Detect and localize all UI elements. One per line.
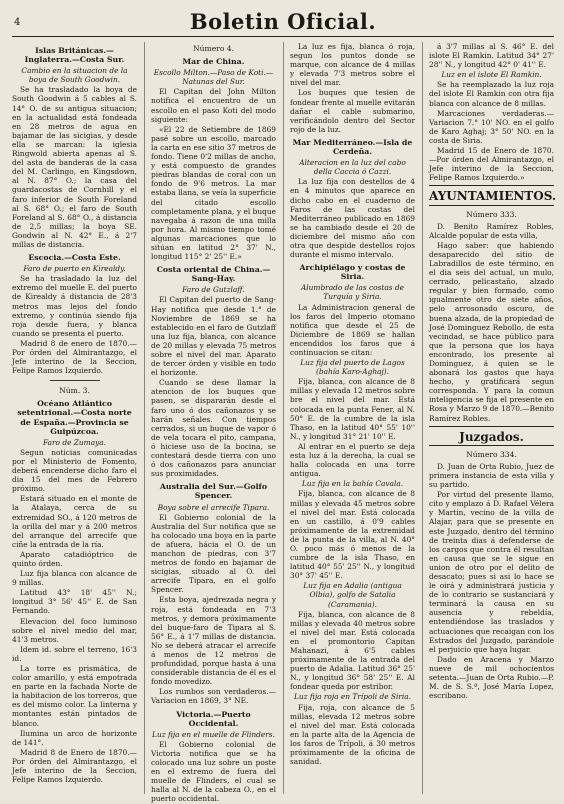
subheading: Escollo Milton.—Paso de Koti.—Natunas del Sur. bbox=[153, 68, 274, 87]
masthead bbox=[12, 6, 554, 37]
paragraph: Idem id. sobre el terreno, 16'3 id. bbox=[12, 644, 137, 663]
paragraph: Cuando se dese llamar la atencion de los buques que pasen, se dispararán desde el faro uno ó dos cañonazos y se harán señales. Con tiempos cerrados, si un buque de vapor ó de vela tocara el pito, campana, ó hiciese uso de la bocina, se contestará desde tierra con uno ó dos cañonazos para anunciar sus proximidades. bbox=[151, 378, 276, 479]
paragraph: La Administracion general de los faros del Imperio otomano notifica que desde el 25 de Diciembre de 1869 se hallan encendidos los faros que á continuacion se citan: bbox=[290, 302, 415, 357]
subheading: Boya sobre el arrecife Tipara. bbox=[157, 502, 270, 512]
section-heading: Costa oriental de China.—Sang-Hay. bbox=[156, 265, 271, 284]
paragraph: Luz fija blanca con alcance de 9 millas. bbox=[12, 569, 137, 588]
paragraph: Latitud 43° 18' 45'' N.; longitud 3° 56' 45'' E. de San Fernando. bbox=[12, 588, 137, 616]
paragraph: Madrid 8 de Enero de 1870.—Por órden del Almirantazgo, el Jefe interino de la Seccion, Felipe Ramos Izquierdo. bbox=[12, 747, 137, 785]
paragraph: Aparato catadióptrico de quinto órden. bbox=[12, 549, 137, 568]
column-4 bbox=[422, 42, 557, 794]
divider bbox=[429, 445, 554, 446]
subheading: Luz fija del puerto de Lagos (bahía Karo-Aghaj). bbox=[300, 358, 405, 377]
paragraph: Marcaciones verdaderas.—Variacion 7.° 10' NO. en el golfo de Karo Aghaj; 3° 50' NO. en la costa de Siria. bbox=[429, 108, 554, 145]
paragraph: Fija, blanca, con alcance de 8 millas y elevada 40 metros sobre el nivel del mar. Está colocada en el promontorio Capitan Mahanazi, á 6'5 cables próximamente de la entrada del puerto de Adalia. Latitud 36° 25' N., y longitud 36° 58' 25'' E. Al fondear queda por estribor. bbox=[290, 609, 415, 692]
notice-number: Número 334. bbox=[466, 449, 517, 459]
section-heading: Escocia.—Costa Este. bbox=[28, 253, 121, 263]
paragraph: Dado en Aracena y Marzo nueve de mil ochocientos setenta.—Juan de Orta Rubio.—P. M. de S. S.ª, José María Lopez, escribano. bbox=[429, 654, 554, 701]
section-heading: Australia del Sur.—Golfo Spencer. bbox=[159, 482, 268, 501]
paragraph: á 3'7 millas al S. 46° E. del islote El Ramkin. Latitud 34° 27' 28'' N., y longitud 42° 0' 41'' E. bbox=[429, 42, 554, 70]
divider bbox=[429, 426, 554, 427]
paragraph: La luz fija con destellos de 4 en 4 minutos que aparece en dicho cabo en el cuaderno de Faros de las costas del Mediterráneo publicado en 1869 se ha cambiado desde el 20 de diciembre del mismo año con otra que despide destellos rojos durante el mismo intervalo. bbox=[290, 177, 415, 260]
paragraph: El Capitan del John Milton notifica el encuentro de un escollo en el paso Koti del modo siguiente: bbox=[151, 87, 276, 124]
subheading: Faro de Gutzlaff. bbox=[182, 285, 245, 295]
paragraph: Elevacion del foco luminoso sobre el nivel medio del mar, 41'3 metros. bbox=[12, 616, 137, 644]
paragraph: Esta boya, ajedrezada negra y roja, está fondeada en 7'3 metros, y demora próximamente del buque-faro de Tipara al S. 56° E., á 1'7 millas de distancia. No se deberá atracar el arrecife á menos de 12 metros de profundidad, porque hasta á una considerable distancia de él es el fondo movedizo. bbox=[151, 595, 276, 687]
section-heading: Mar Mediterráneo.—Isla de Cerdeña. bbox=[292, 137, 413, 157]
subheading: Alteracion en la luz del cabo della Caccia ó Cazzi. bbox=[299, 158, 406, 177]
paragraph: Se ha reemplazado la luz roja del islote El Ramkin con otra fija blanca con alcance de 8 millas. bbox=[429, 80, 554, 108]
paragraph: «El 22 de Setiembre de 1869 pasé sobre un escollo, marcado la carta en ese sitio 37 metros de fondo. Tiene 0'2 millas de ancho, y está compuesto de grandes piedras blandas de coral con un fondo de 9'6 metros. La mar estaba llana, se veía la superficie del citado escollo completamente plana, y el buque navegaba á razon de una milla por hora. Al mismo tiempo tomé algunas marcaciones que lo sitúan en latitud 2° 37' N., longitud 115° 2' 25'' E.» bbox=[151, 124, 276, 262]
paragraph: Fija, blanca, con alcance de 8 millas y elevada 45 metros sobre el nivel del mar. Está colocada en un castillo, á 0'9 cables próximamente de la extremidad de la punta de la villa, al N. 40° O. poco más ó menos de la cumbre de la isla Thaso, en latitud 40° 55' 25'' N., y longitud 30° 37' 45'' E. bbox=[290, 489, 415, 581]
subheading: Luz fija en la bahía Cavala. bbox=[301, 479, 404, 489]
paragraph: Fija, blanca, con alcance de 8 millas y elevada 12 metros sobre bre el nivel del mar. Está colocada en la punta Fener, al N. 50° E. de la cumbre de la isla Thaso, en la latitud 40° 55' 10'' N., y longitud 31° 21' 10'' E. bbox=[290, 377, 415, 441]
paragraph: La luz es fija, blanca ó roja, segun los puntos donde se marque, con alcance de 4 millas y elevada 7'3 metros sobre el nivel del mar. bbox=[290, 42, 415, 88]
paragraph: Estará situado en el monte de la Atalaya, cerca de su extremidad SO., á 120 metros de la orilla del mar y á 200 metros del arranque del arrecife que ciñe la entrada de la ría. bbox=[12, 494, 137, 549]
paragraph: Los rumbos son verdaderos.—Variacion en 1869, 3° NE. bbox=[151, 687, 276, 706]
section-heading: Océano Atlántico setentrional.—Costa norte de España.—Provincia se Guipúzcoa. bbox=[17, 399, 132, 436]
section-title: AYUNTAMIENTOS. bbox=[429, 189, 557, 204]
columns bbox=[12, 42, 557, 804]
paragraph: Madrid 15 de Enero de 1870.—Por órden del Almirantazgo, el Jefe interino de la Seccion, Felipe Ramos Izquierdo.» bbox=[429, 146, 554, 183]
paragraph: D. Juan de Orta Rubio, Juez de primera instancia de esta villa y su partido. bbox=[429, 461, 554, 490]
paragraph: Segun noticias comunicadas por el Ministerio de Fomento, deberá encenderse dicho faro el dia 15 del mes de Febrero próximo. bbox=[12, 447, 137, 494]
subheading: Luz fija en Adalia (antigua Olbia), golfo de Satalia (Caramania). bbox=[303, 581, 402, 609]
subheading: Faro de puerto en Kirealdy. bbox=[23, 264, 126, 274]
paragraph: D. Benito Ramírez Robles, Alcalde popular de esta villa, bbox=[429, 221, 554, 240]
section-title: Juzgados. bbox=[459, 429, 524, 444]
paragraph: Se ha trasladado la luz del extremo del muelle E. del puerto de Kirealdy á distancia de 28'3 metros mas lejos del fondo extremo, y continúa siendo fija roja desde fuera, y blanca cuando se presenta el puerto. bbox=[12, 274, 137, 338]
paragraph: Se ha trasladado la boya de South Goodwin á 5 cables al S. 14° O. de su antigua situacion; en la actualidad está fondeada en 28 metros de agua en bajamar de las sicigias, y desde ella se marcan: la iglesia Ringwold abierta apenas al S. del asta de banderas de la casa del M. Carlingo, en Kingsdown, al N. 87° O.; la casa del guardacostas de Cornhill y el faro inferior de South Foreland al S. 68° O.; el faro de South Foreland al S. 68° O., á distancia de 2,5 millas; la boya SE. Goodwin al N. 42° E., á 2'7 millas de distancia. bbox=[12, 85, 137, 249]
column-2 bbox=[144, 42, 276, 804]
notice-number: Núm. 3. bbox=[59, 386, 90, 396]
subheading: Luz fija roja en Trípoli de Siria. bbox=[293, 692, 412, 702]
section-heading: Victoria.—Puerto Occidental. bbox=[176, 709, 251, 728]
subheading: Alumbrado de las costas de Turquía y Siria. bbox=[300, 283, 405, 302]
paragraph: El Gobierno colonial de la Australia del Sur notifica que se ha colocado una boya en la parte de afuera, hácia el O. de un manchon de piedras, con 3'7 metros de fondo en bajamar de sicigias, situado al O. del arrecife Tipara, en el golfo Spencer. bbox=[151, 512, 276, 595]
paragraph: Madrid 8 de enero de 1870.—Por órden del Almirantazgo, el Jefe interino de la Seccion, Felipe Ramos Izquierdo. bbox=[12, 338, 137, 376]
paragraph: Hago saber: que habiendo desaparecido del sitio de Labradillos de este término, en el dia seis del actual, un mulo, cerrado, pelicastaño, alzado regular y bien formado, como igualmente otro de siete años, pelo arrosonado oscuro, de buena alzada, de la propiedad de José Dominguez Rebollo, de esta vecindad, se hace público para que la persona que los haya encontrado, los presente al Dominguez, á quien se le abonará los gastos que haya hecho, y gratificará segun corresponda. Y para la comun inteligencia se fija el presente en Rosa y Marzo 9 de 1870.—Benito Ramírez Robles. bbox=[429, 240, 554, 423]
page-number: 4 bbox=[14, 17, 21, 28]
column-3 bbox=[283, 42, 415, 794]
section-heading: Islas Británicas.—Inglaterra.—Costa Sur. bbox=[24, 46, 125, 65]
page-title: Boletin Oficial. bbox=[189, 8, 377, 34]
paragraph: Fija, roja, con alcance de 5 millas, elevada 12 metros sobre el nivel del mar. Está colocada en la parte alta de la Agencia de los faros de Trípoli, á 30 metros próximamente de la oficina de sanidad. bbox=[290, 702, 415, 767]
divider bbox=[429, 185, 554, 186]
section-heading: Archipiélago y costas de Siria. bbox=[299, 263, 406, 282]
notice-number: Número 4. bbox=[192, 44, 235, 53]
divider bbox=[429, 205, 554, 206]
subheading: Luz fija en el muelle de Flinders. bbox=[152, 729, 275, 739]
paragraph: Ilumina un arco de horizonte de 141°. bbox=[12, 728, 137, 747]
subheading: Luz en el islote El Ramkin. bbox=[441, 70, 542, 80]
subheading: Faro de Zumaya. bbox=[42, 437, 107, 447]
paragraph: El Capitan del puerto de Sang-Hay notifica que desde 1.° de Noviembre de 1869 se ha establecido en el faro de Gutzlaff una luz fija, blanca, con alcance de 20 millas y elevada 75 metros sobre el nivel del mar. Aparato de tercer órden y visible en todo el horizonte. bbox=[151, 295, 276, 378]
paragraph: La torre es prismática, de color amarillo, y está empotrada en parte en la fachada Norte de la habitacion de los torreros, que es del mismo color. La linterna y montantes están pintados de blanco. bbox=[12, 664, 137, 728]
section-heading: Mar de China. bbox=[182, 57, 245, 67]
divider bbox=[50, 380, 100, 381]
paragraph: Al entrar en el puerto se deja esta luz á la derecha, la cual se halla colocada en una torre antigua. bbox=[290, 441, 415, 479]
notice-number: Número 333. bbox=[466, 209, 517, 219]
subheading: Cambio en la situacion de la boya de South Goodwin. bbox=[21, 66, 128, 85]
column-1 bbox=[12, 42, 137, 794]
paragraph: Por virtud del presente llamo, cito y emplazo á D. Rafael Vélera y Martin, vecino de la villa de Alajar, para que se presente en este Juzgado, dentro del término de treinta dias á defenderse de los cargos que contra él resultan en causa que se le sigue en union de otro por el delito de desacato; pues si asi lo hace se le oirá y administrará justicia y de lo contrario se sustanciará y terminará la causa en su ausencia y rebeldía, entendiéndose las traslados y actuaciones que recaigan con los Estrados del Juzgado, parándole el perjuicio que haya lugar. bbox=[429, 490, 554, 654]
paragraph: El Gobierno colonial de Victoria notifica que se ha colocado una luz sobre un poste en el extremo de fuera del muelle de Flinders, el cual se halla al N. de la cabeza O., en el puerto occidental. bbox=[151, 739, 276, 804]
paragraph: Los buques que tesien de fondear frente al muelle evitarán dañar el cable submarino, verificándolo dentro del Sector rojo de la luz. bbox=[290, 88, 415, 134]
